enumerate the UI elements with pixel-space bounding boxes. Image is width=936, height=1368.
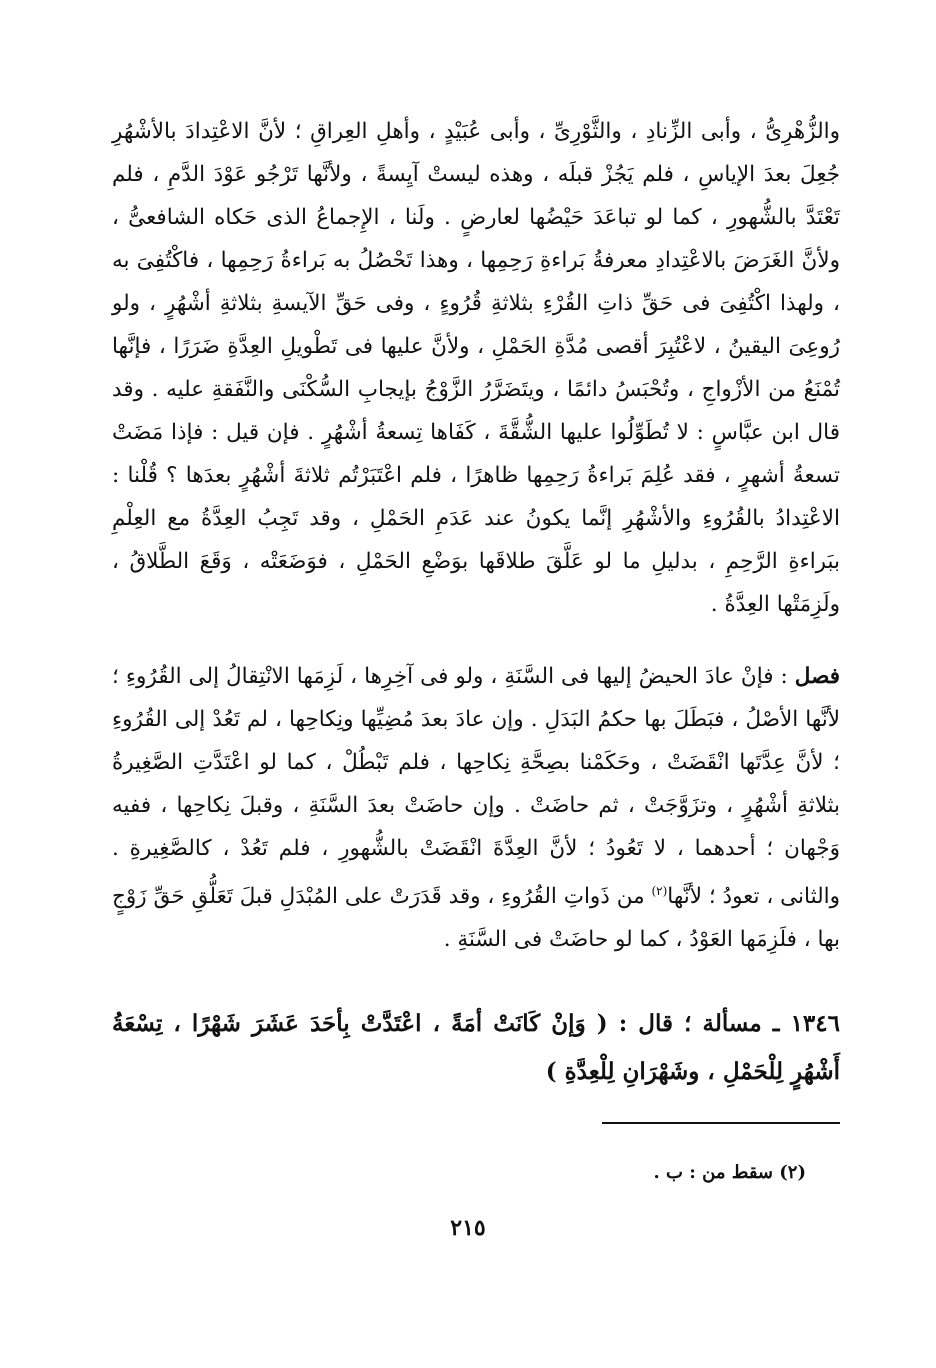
footnote-reference: (٢) [651, 884, 668, 898]
footnote: (٢) سقط من : ب . [653, 1162, 806, 1183]
section-heading-fasl: فصل [794, 664, 841, 689]
paragraph-2 [112, 655, 840, 961]
paragraph-1-text: والزُّهْرِىُّ ، وأبى الزِّنادِ ، والثَّوْرِىِّ ، وأبى عُبَيْدٍ ، وأهلِ العِراقِ ؛ لأنَّ الاعْتِدادَ بالأشْهُرِ جُعِلَ بعدَ الإياسِ ، فلم يَجُزْ قبلَه ، وهذه ليستْ آيِسةً ، ولأنَّها تَرْجُو عَوْدَ الدَّمِ ، فلم تَعْتَدَّ بالشُّهورِ ، كما لو تباعَدَ حَيْضُها لعارضٍ . ولَنا ، الإِجماعُ الذى حَكاه الشافعىُّ ، ولأنَّ الغَرَضَ بالاعْتِدادِ معرفةُ بَراءةِ رَحِمِها ، وهذا تَحْصُلُ به بَراءةُ رَحِمِها ، فاكْتُفِىَ به ، ولهذا اكْتُفِىَ فى حَقِّ ذاتِ القُرْءِ بثلاثةِ قُرُوءٍ ، وفى حَقِّ الآيسةِ بثلاثةِ أشْهُرٍ ، ولو رُوعِىَ اليقينُ ، لاعْتُبِرَ أقصى مُدَّةِ الحَمْلِ ، ولأنَّ عليها فى تَطْويلِ العِدَّةِ ضَرَرًا ، فإنَّها تُمْنَعُ من الأزْواجِ ، وتُحْبَسُ دائمًا ، ويتَضَرَّرُ الزَّوْجُ بإيجابِ السُّكْنَى والنَّفَقةِ عليه . وقد قال ابن عبَّاسٍ : لا تُطَوِّلُوا عليها الشُّقَّةَ ، كَفَاها تِسعةُ أشْهُرٍ . فإن قيل : فإذا مَضَتْ تسعةُ أشهرٍ ، فقد عُلِمَ بَراءةُ رَحِمِها ظاهرًا ، فلم اعْتَبَرْتُم ثلاثةَ أشْهُرٍ بعدَها ؟ قُلْنا : الاعْتِدادُ بالقُرُوءِ والأشْهُرِ إنَّما يكونُ عند عَدَمِ الحَمْلِ ، وقد تَجِبُ العِدَّةُ مع العِلْمِ ببَراءةِ الرَّحِمِ ، بدليلِ ما لو عَلَّقَ طلاقَها بوَضْعِ الحَمْلِ ، فوَضَعَتْه ، وَقَعَ الطَّلاقُ ، ولَزِمَتْها العِدَّةُ . [112, 119, 840, 617]
issue-1346-text: ١٣٤٦ ـ مسألة ؛ قال : ( وَإنْ كَانَتْ أمَةً ، اعْتَدَّتْ بِأحَدَ عَشَرَ شَهْرًا ، تِسْعَةُ أَشْهُرٍ لِلْحَمْلِ ، وشَهْرَانِ لِلْعِدَّةِ ) [112, 1010, 840, 1085]
page-number: ٢١٥ [450, 1215, 486, 1241]
paragraph-2-text-a: : فإنْ عادَ الحيضُ إليها فى السَّنَةِ ، ولو فى آخِرِها ، لَزِمَها الانْتِقالُ إلى القُرُوءِ ؛ لأنَّها الأصْلُ ، فبَطَلَ بها حكمُ البَدَلِ . وإن عادَ بعدَ مُضِيِّها ونِكاحِها ، لم تَعُدْ إلى القُرُوءِ ؛ لأنَّ عِدَّتَها انْقَضَتْ ، وحَكَمْنا بصِحَّةِ نِكاحِها ، فلم تَبْطُلْ ، كما لو اعْتَدَّتِ الصَّغِيرةُ بثلاثةِ أشْهُرٍ ، وتزَوَّجَتْ ، ثم حاضَتْ . وإن حاضَتْ بعدَ السَّنَةِ ، وقبلَ نِكاحِها ، ففيه وَجْهان ؛ أحدهما ، لا تَعُودُ ؛ لأنَّ العِدَّةَ انْقَضَتْ بالشُّهورِ ، فلم تَعُدْ ، كالصَّغِيرةِ . والثانى ، تعودُ ؛ لأنَّها [112, 664, 840, 910]
paragraph-1 [112, 110, 840, 626]
footnote-separator [602, 1122, 840, 1124]
paragraph-2-text-b: من ذَواتِ القُرُوءِ ، وقد قَدَرَتْ على المُبْدَلِ قبلَ تَعَلُّقِ حَقِّ زَوْجٍ بها ، فلَزِمَها العَوْدُ ، كما لو حاضَتْ فى السَّنَةِ . [112, 884, 840, 953]
issue-1346 [112, 1000, 840, 1096]
